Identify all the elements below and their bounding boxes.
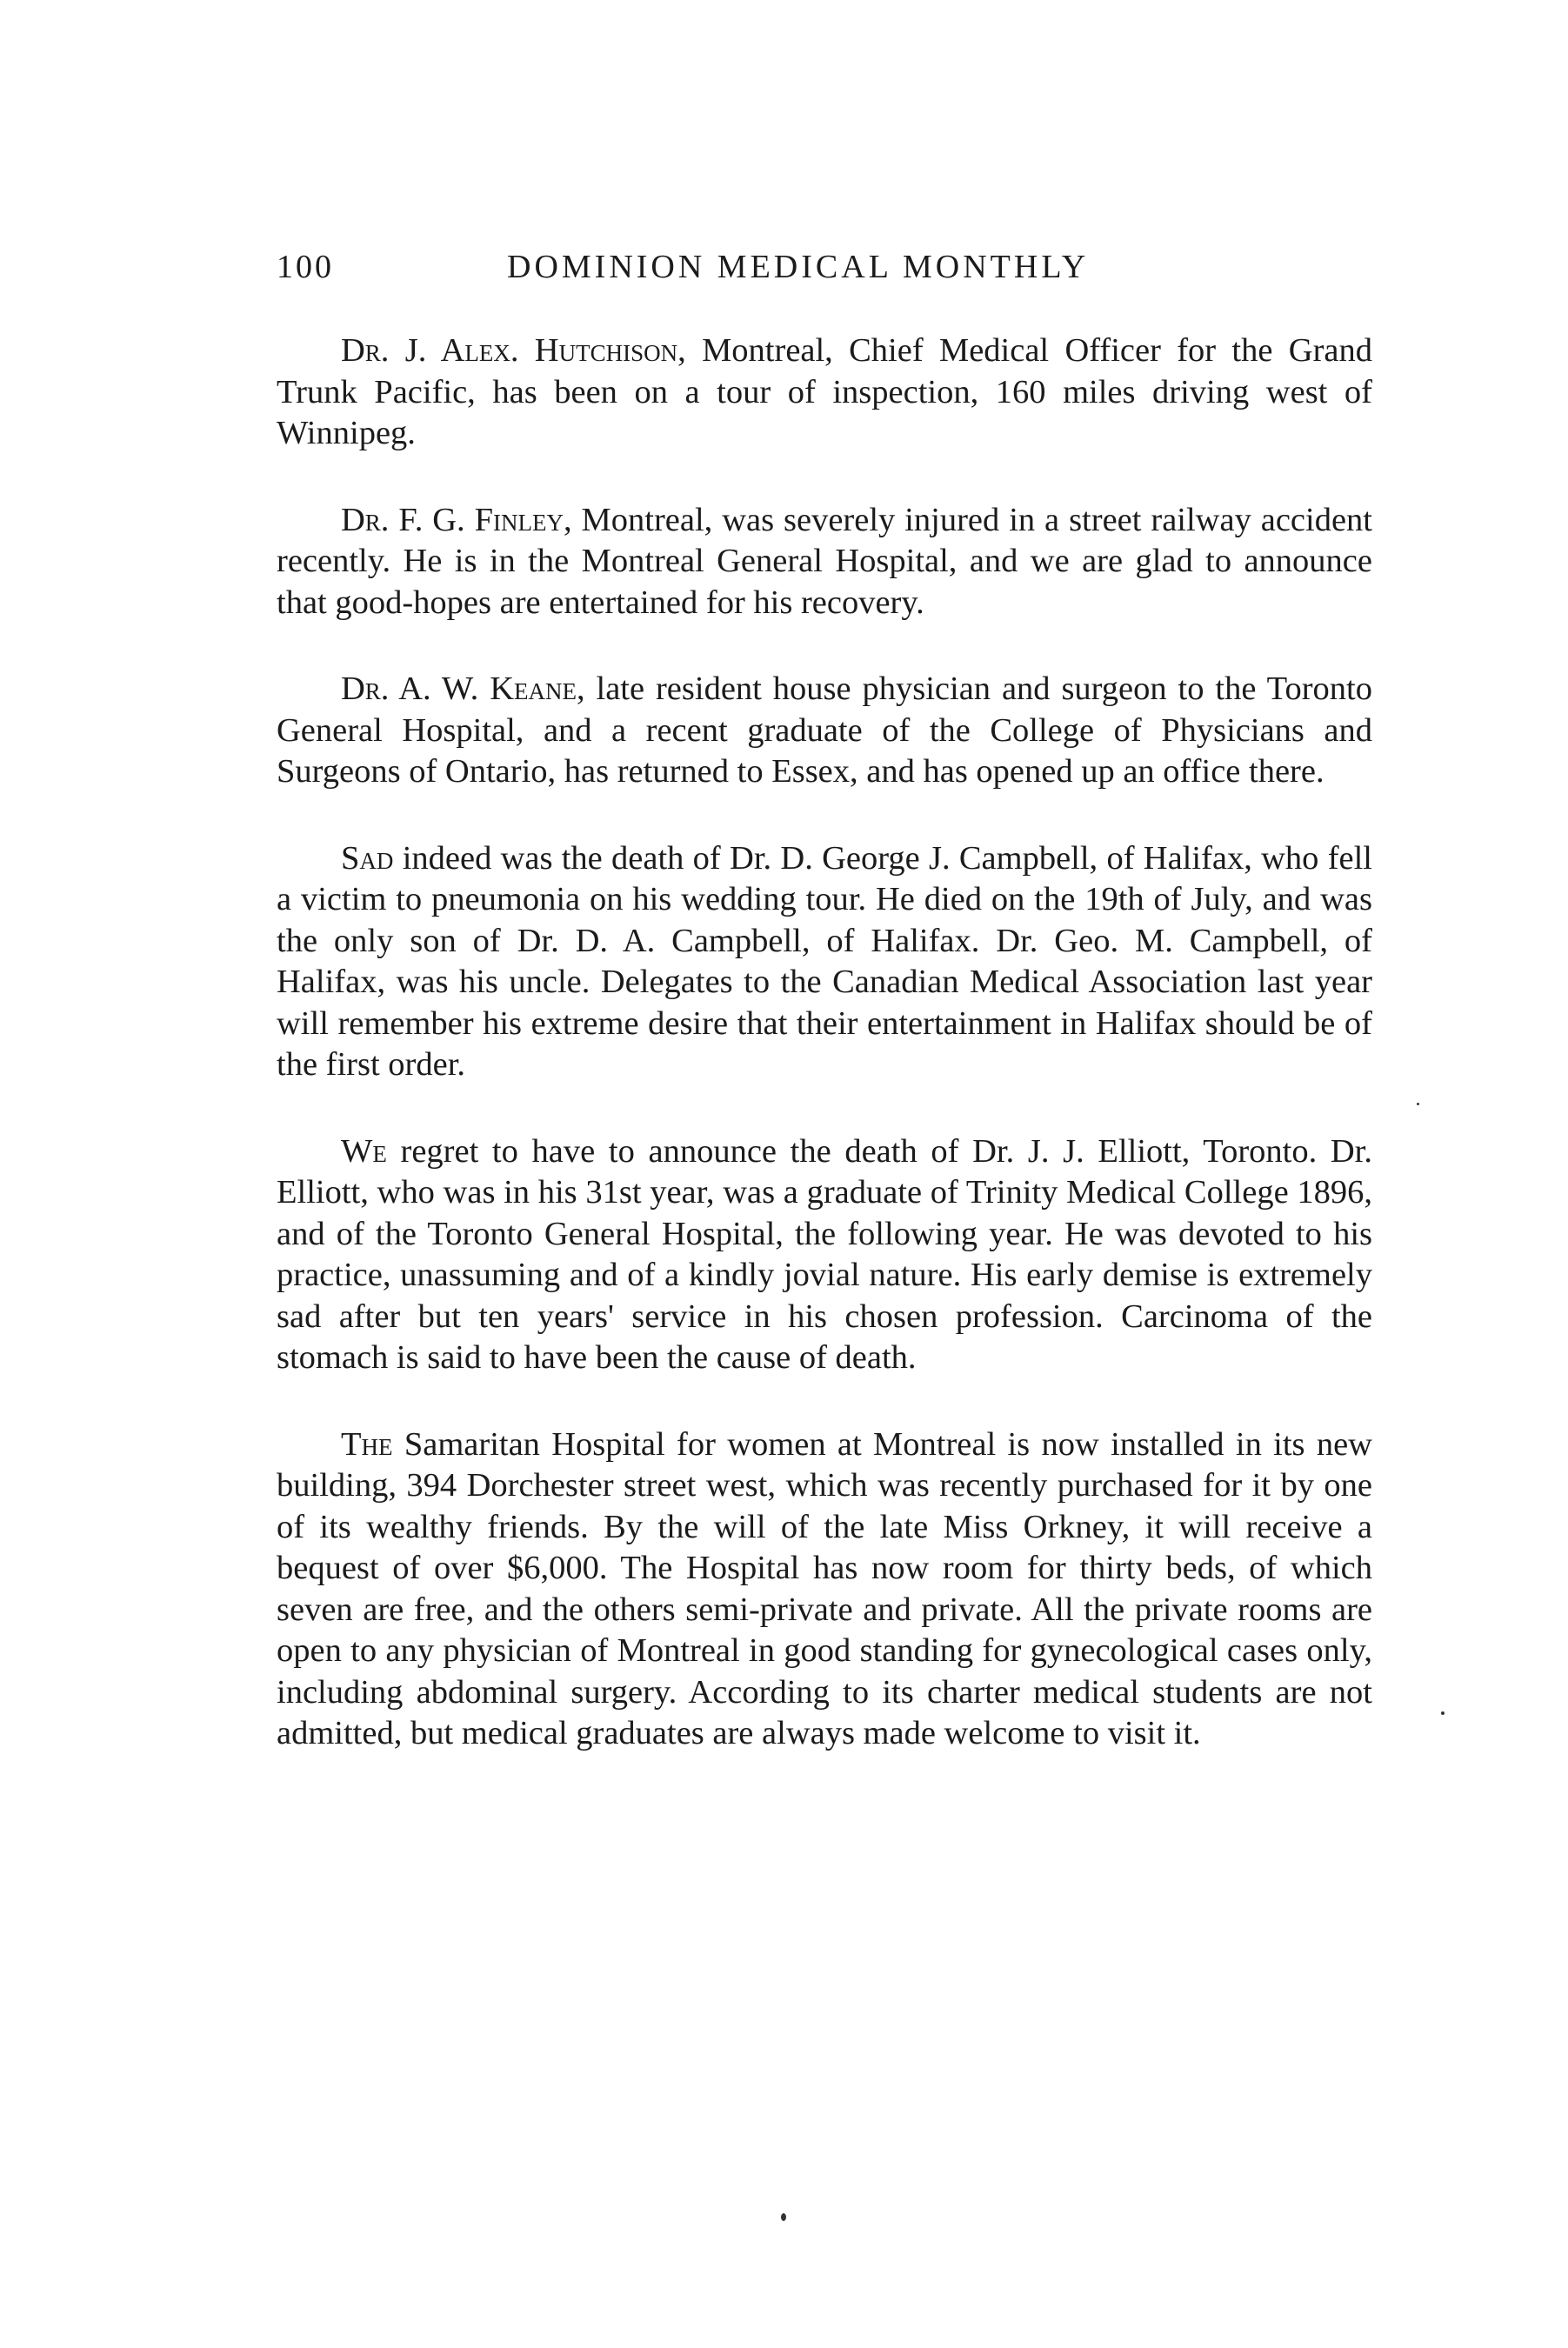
running-header bbox=[277, 248, 1372, 300]
news-item-lead: The bbox=[341, 1425, 393, 1463]
news-item-body: Samaritan Hospital for women at Montreal is now installed in its new building, 394 Dorchester street west, which was recently purchased for it by one of its wealthy friends. By the will of the late Miss Orkney, it will receive a bequest of over $6,000. The Hospital has now room for thirty beds, of which seven are free, and the others semi-private and private. All the private rooms are open to any physician of Montreal in good standing for gynecological cases only, including abdominal surgery. According to its charter medical students are not admitted, but medical graduates are always made welcome to visit it. bbox=[277, 1425, 1372, 1751]
news-item-lead: Sad bbox=[341, 839, 394, 877]
news-item-body: indeed was the death of Dr. D. George J. Campbell, of Halifax, who fell a victim to pneumonia on his wedding tour. He died on the 19th of July, and was the only son of Dr. D. A. Campbell, of Halifax. Dr. Geo. M. Campbell, of Halifax, was his uncle. Delegates to the Canadian Medical Association last year will remember his extreme desire that their entertainment in Halifax should be of the first order. bbox=[277, 839, 1373, 1083]
journal-title: DOMINION MEDICAL MONTHLY bbox=[507, 249, 1090, 285]
news-item-lead: Dr. F. G. Finley, bbox=[341, 501, 572, 538]
news-item-samaritan-hospital bbox=[277, 1424, 1372, 1755]
news-item-elliott bbox=[277, 1131, 1372, 1379]
news-item-lead: Dr. A. W. Keane, bbox=[341, 670, 585, 707]
news-item-keane bbox=[277, 669, 1372, 793]
news-item-body: Montreal, was severely injured in a street railway accident recently. He is in the Montreal General Hospital, and we are glad to announce that good-hopes are entertained for his recovery. bbox=[277, 501, 1372, 621]
news-item-finley bbox=[277, 500, 1372, 624]
news-item-body: late resident house physician and surgeon to the Toronto General Hospital, and a recent graduate of the College of Physicians and Surgeons of Ontario, has returned to Essex, and has opened up an office there. bbox=[277, 670, 1372, 790]
ink-speck bbox=[1417, 1103, 1419, 1105]
ink-speck bbox=[781, 2213, 786, 2221]
news-items bbox=[277, 330, 1372, 1800]
news-item-body: Montreal, Chief Medical Officer for the Grand Trunk Pacific, has been on a tour of inspection, 160 miles driving west of Winnipeg. bbox=[277, 332, 1372, 451]
ink-speck bbox=[1441, 1711, 1445, 1715]
news-item-campbell bbox=[277, 838, 1372, 1086]
news-item-lead: We bbox=[341, 1132, 387, 1170]
news-item-lead: Dr. J. Alex. Hutchison, bbox=[341, 332, 686, 369]
news-item-body: regret to have to announce the death of Dr. J. J. Elliott, Toronto. Dr. Elliott, who was in his 31st year, was a graduate of Trinity Medical College 1896, and of the Toronto General Hospital, the following year. He was devoted to his practice, unassuming and of a kindly jovial nature. His early demise is extremely sad after but ten years' service in his chosen profession. Carcinoma of the stomach is said to have been the cause of death. bbox=[277, 1132, 1373, 1376]
page-number: 100 bbox=[277, 249, 334, 285]
news-item-hutchison bbox=[277, 330, 1372, 455]
